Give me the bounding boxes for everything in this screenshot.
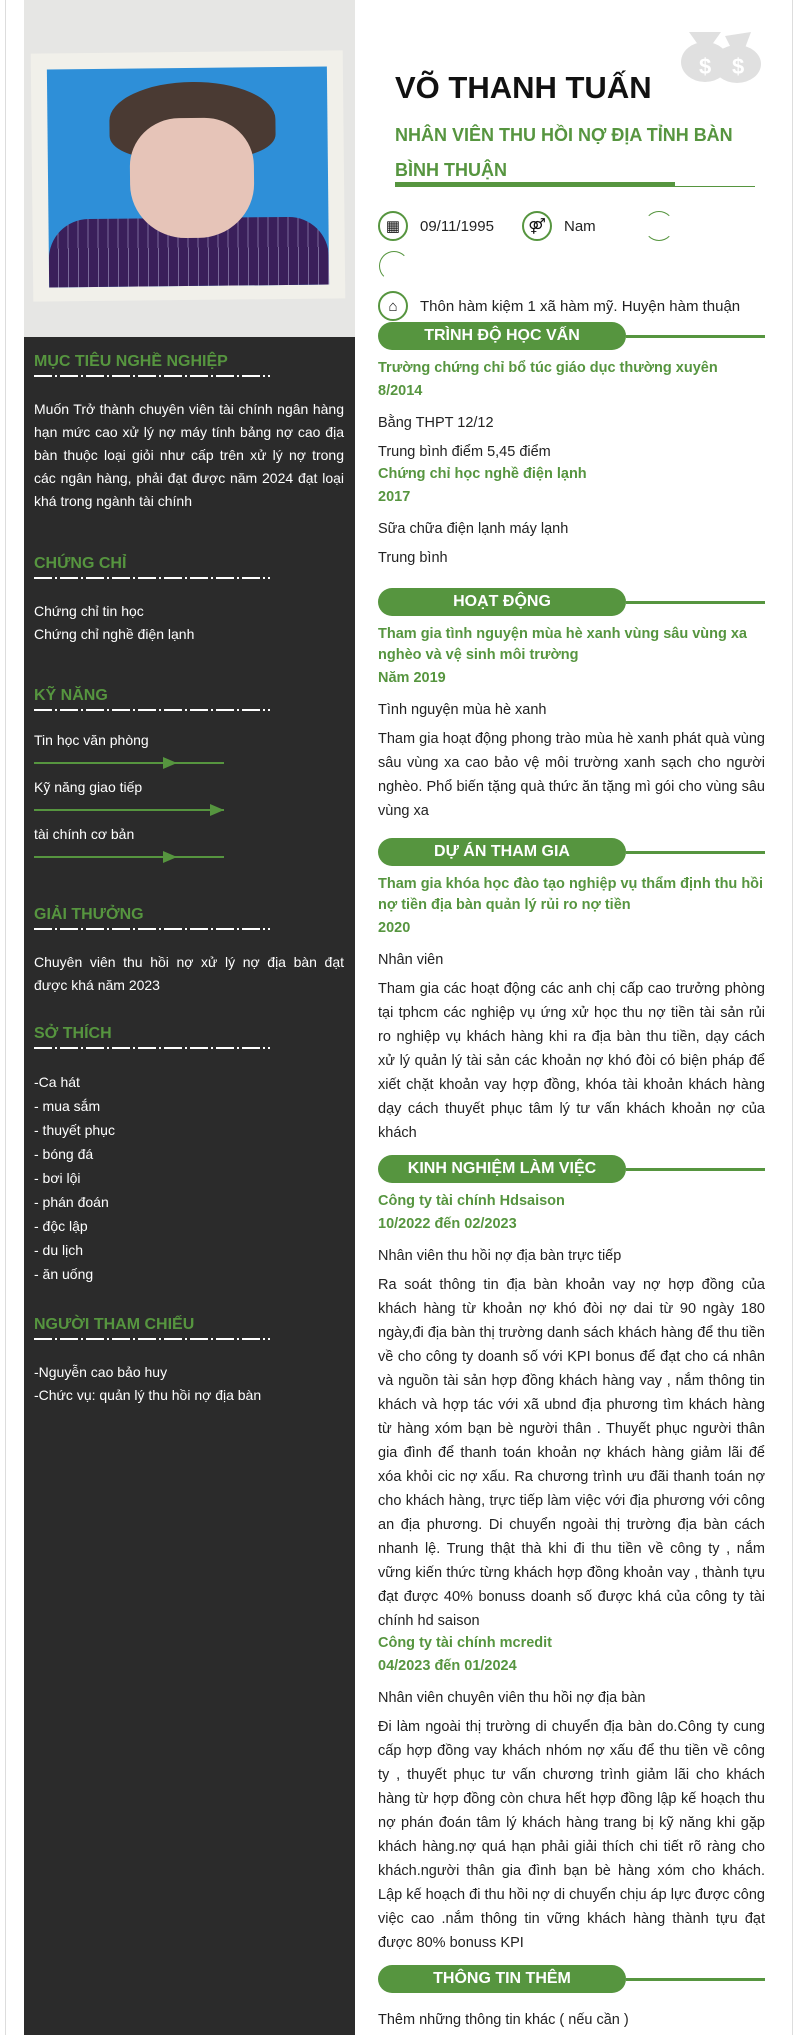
divider: [34, 375, 270, 377]
education-content: [378, 358, 765, 570]
entry-date: 2017: [378, 489, 411, 505]
section-heading: THÔNG TIN THÊM: [378, 1965, 626, 1993]
birthdate-value: 09/11/1995: [420, 217, 494, 235]
divider: [626, 1978, 765, 1981]
list-item: Chứng chỉ tin học: [34, 603, 144, 619]
divider: [626, 1168, 765, 1171]
address-value: Thôn hàm kiệm 1 xã hàm mỹ. Huyện hàm thuận: [420, 297, 741, 315]
entry: [378, 464, 765, 570]
job-title: NHÂN VIÊN THU HỒI NỢ ĐỊA TỈNH BÀN BÌNH THUẬN: [395, 125, 733, 180]
section-heading: SỞ THÍCH: [34, 1025, 112, 1042]
empty-field-icon: [379, 251, 409, 281]
skill-name: tài chính cơ bản: [34, 826, 135, 842]
section-heading: DỰ ÁN THAM GIA: [378, 838, 626, 866]
hobby-item: - mua sắm: [34, 1098, 101, 1114]
entry: [378, 624, 765, 823]
skill-item: [34, 729, 344, 764]
skill-level-bar: [34, 762, 224, 764]
entry-date: Năm 2019: [378, 670, 446, 686]
skill-level-bar: [34, 856, 224, 858]
entry-subtitle: Nhân viên thu hồi nợ địa bàn trực tiếp: [378, 1248, 622, 1264]
page-border: [5, 0, 6, 2035]
entry-subtitle: Nhân viên: [378, 952, 444, 968]
certificates-section: [34, 554, 344, 646]
objective-section: [34, 352, 344, 513]
divider: [626, 851, 765, 854]
entry-subtitle: Nhân viên chuyên viên thu hồi nợ địa bàn: [378, 1690, 646, 1706]
hobby-item: - ăn uống: [34, 1266, 94, 1282]
experience-content: [378, 1191, 765, 1955]
divider: [34, 928, 270, 930]
birthdate-field: [378, 211, 494, 241]
entry-title: Trường chứng chỉ bổ túc giáo dục thường xuyên: [378, 360, 718, 376]
skill-level-marker: [163, 757, 177, 769]
activities-content: [378, 624, 765, 823]
hobby-item: - du lịch: [34, 1242, 84, 1258]
entry-description: Tham gia hoạt động phong trào mùa hè xanh phát quà vùng sâu vùng xa cao bảo vệ môi trường xanh sạch cho người nghèo. Phổ biến tặng quà thức ăn tặng mì gói cho vùng sâu vùng xa: [378, 731, 765, 819]
page-border: [792, 0, 793, 2035]
entry-description: Ra soát thông tin địa bàn khoản vay nợ hợp đồng của khách hàng từ khoản nợ khó đòi nợ dai từ 90 ngày 180 ngày,đi địa bàn thị trường danh sách khách hàng để thu tiền về cho công ty doanh số với KPI bonus để đạt cho cá nhân và nguồn tài sản hợp đồng khách hàng vay , nắm thông tin khách và hợp tác với xã ubnd địa phương tìm khách hàng từ hàng xóm bạn bè người thân . Thuyết phục người thân gia đình để thanh toán khoản nợ khách hàng giảm lãi để xóa khỏi cic nợ xấu. Ra chương trình ưu đãi thanh toán nợ cho khách hàng, trực tiếp làm việc với địa phương với công an địa phương. Di chuyển ngoài thị trường địa bàn cách nhanh lệ. Trung thật thà khi đi thu tiền về công ty , nắm vững kiến thức từng khách hợp đồng khoản vay , thành tựu đạt được 40% bonuss doanh số được khá của công ty tài chính hd saison: [378, 1277, 765, 1629]
entry: [378, 1191, 765, 1633]
section-heading: NGƯỜI THAM CHIẾU: [34, 1316, 195, 1333]
divider: [626, 601, 765, 604]
extra-text: Thêm những thông tin khác ( nếu cần ): [378, 2012, 629, 2028]
skill-item: [34, 823, 344, 858]
entry: [378, 874, 765, 1145]
section-heading: CHỨNG CHỈ: [34, 555, 127, 572]
skill-level-marker: [163, 851, 177, 863]
hobby-item: - bơi lội: [34, 1170, 81, 1186]
title-underline: [395, 182, 675, 187]
divider: [34, 709, 270, 711]
money-bags-icon: [675, 22, 765, 84]
divider: [34, 577, 270, 579]
entry-description: Đi làm ngoài thị trường di chuyển địa bàn do.Công ty cung cấp hợp đồng vay khách nhóm nợ xấu để thu tiền về công ty , thuyết phục tư vấn chương trình giảm lãi cho khách hàng từ hợp đồng còn chưa hết hợp đồng lập kế hoạch thu nợ phán đoán tâm lý khách hàng trang bị kỹ năng khi gặp khách hàng.nợ quá hạn phải giải thích chi tiết rõ ràng cho khách.người thân gia đình bạn bè hàng xóm cho khách. Lập kế hoạch đi thu hồi nợ di chuyển chịu áp lực được công việc cao .nắm thông tin vững khách hàng thành tựu đạt được 80% bonuss KPI: [378, 1719, 765, 1951]
entry-description: Tham gia các hoạt động các anh chị cấp cao trưởng phòng tại tphcm các nghiệp vụ ứng xử học thu nợ tiền tài sản rủi ro nghiệp vụ khách hàng khi ra địa bàn thu tiền, dạy cách xử lý quản lý tài sản các khoản nợ khó đòi có biện pháp để xiết chặt khoản vay hợp đồng, khóa tài khoản khách hàng dạy cách thuyết phục tâm lý tư vấn khách khoản nợ của khách: [378, 981, 765, 1141]
entry-subtitle: Bằng THPT 12/12: [378, 415, 494, 431]
skill-level-marker: [210, 804, 224, 816]
hobby-item: - bóng đá: [34, 1146, 94, 1162]
home-icon: ⌂: [378, 291, 408, 321]
activities-header: [378, 588, 765, 616]
awards-text: Chuyên viên thu hồi nợ xử lý nợ địa bàn đạt được khá năm 2023: [34, 954, 344, 993]
hobby-item: - độc lập: [34, 1218, 88, 1234]
entry-date: 2020: [378, 920, 411, 936]
divider: [626, 335, 765, 338]
entry-title: Tham gia khóa học đào tạo nghiệp vụ thẩm định thu hồi nợ tiền địa bàn quản lý rủi ro nợ tiền: [378, 876, 764, 913]
references-section: [34, 1315, 344, 1407]
extra-header: [378, 1965, 765, 1993]
section-heading: KỸ NĂNG: [34, 687, 108, 704]
list-item: -Nguyễn cao bảo huy: [34, 1364, 168, 1380]
entry-description: Trung bình điểm 5,45 điểm: [378, 444, 551, 460]
section-heading: KINH NGHIỆM LÀM VIỆC: [378, 1155, 626, 1183]
experience-header: [378, 1155, 765, 1183]
entry-subtitle: Tình nguyện mùa hè xanh: [378, 702, 547, 718]
entry: [378, 1633, 765, 1955]
title-underline-thin: [675, 186, 755, 187]
address-field: [378, 291, 740, 321]
objective-text: Muốn Trở thành chuyên viên tài chính ngân hàng hạn mức cao xử lý nợ máy tính bảng nợ cao địa bàn thuộc loại giỏi như cấp trên xử lý nợ trong các ngân hàng, phải đạt được năm 2024 đạt loại khá trong ngành tài chính: [34, 401, 344, 509]
entry-title: Chứng chỉ học nghề điện lạnh: [378, 466, 587, 482]
section-heading: MỤC TIÊU NGHỀ NGHIỆP: [34, 353, 228, 370]
section-heading: HOẠT ĐỘNG: [378, 588, 626, 616]
entry-title: Công ty tài chính mcredit: [378, 1635, 553, 1651]
hobbies-section: [34, 1024, 344, 1286]
svg-text:$: $: [732, 54, 745, 79]
skill-name: Kỹ năng giao tiếp: [34, 779, 143, 795]
entry-title: Tham gia tình nguyện mùa hè xanh vùng sâu vùng xa nghèo và vệ sinh môi trường: [378, 626, 747, 663]
entry-subtitle: Sữa chữa điện lạnh máy lạnh: [378, 521, 569, 537]
awards-section: [34, 905, 344, 997]
entry: [378, 358, 765, 464]
empty-field-icon: [644, 211, 674, 241]
svg-text:$: $: [699, 54, 712, 79]
profile-photo: [24, 0, 355, 337]
section-heading: GIẢI THƯỞNG: [34, 906, 144, 923]
gender-field: [522, 211, 596, 241]
hobby-item: -Ca hát: [34, 1074, 80, 1090]
education-header: [378, 322, 765, 350]
entry-date: 8/2014: [378, 383, 423, 399]
divider: [34, 1338, 270, 1340]
skills-section: [34, 686, 344, 870]
list-item: Chứng chỉ nghề điện lạnh: [34, 626, 195, 642]
entry-date: 10/2022 đến 02/2023: [378, 1216, 517, 1232]
gender-icon: ⚤: [522, 211, 552, 241]
gender-value: Nam: [564, 217, 596, 235]
skill-name: Tin học văn phòng: [34, 732, 149, 748]
divider: [34, 1047, 270, 1049]
projects-content: [378, 874, 765, 1145]
hobby-item: - phán đoán: [34, 1194, 109, 1210]
hobby-item: - thuyết phục: [34, 1122, 115, 1138]
section-heading: TRÌNH ĐỘ HỌC VẤN: [378, 322, 626, 350]
list-item: -Chức vụ: quản lý thu hồi nợ địa bàn: [34, 1387, 262, 1403]
skill-level-bar: [34, 809, 224, 811]
entry-description: Trung bình: [378, 550, 448, 566]
skill-item: [34, 776, 344, 811]
entry-title: Công ty tài chính Hdsaison: [378, 1193, 565, 1209]
calendar-icon: ▦: [378, 211, 408, 241]
candidate-name: VÕ THANH TUẤN: [395, 70, 652, 105]
entry-date: 04/2023 đến 01/2024: [378, 1658, 517, 1674]
projects-header: [378, 838, 765, 866]
sidebar: [24, 0, 355, 2035]
